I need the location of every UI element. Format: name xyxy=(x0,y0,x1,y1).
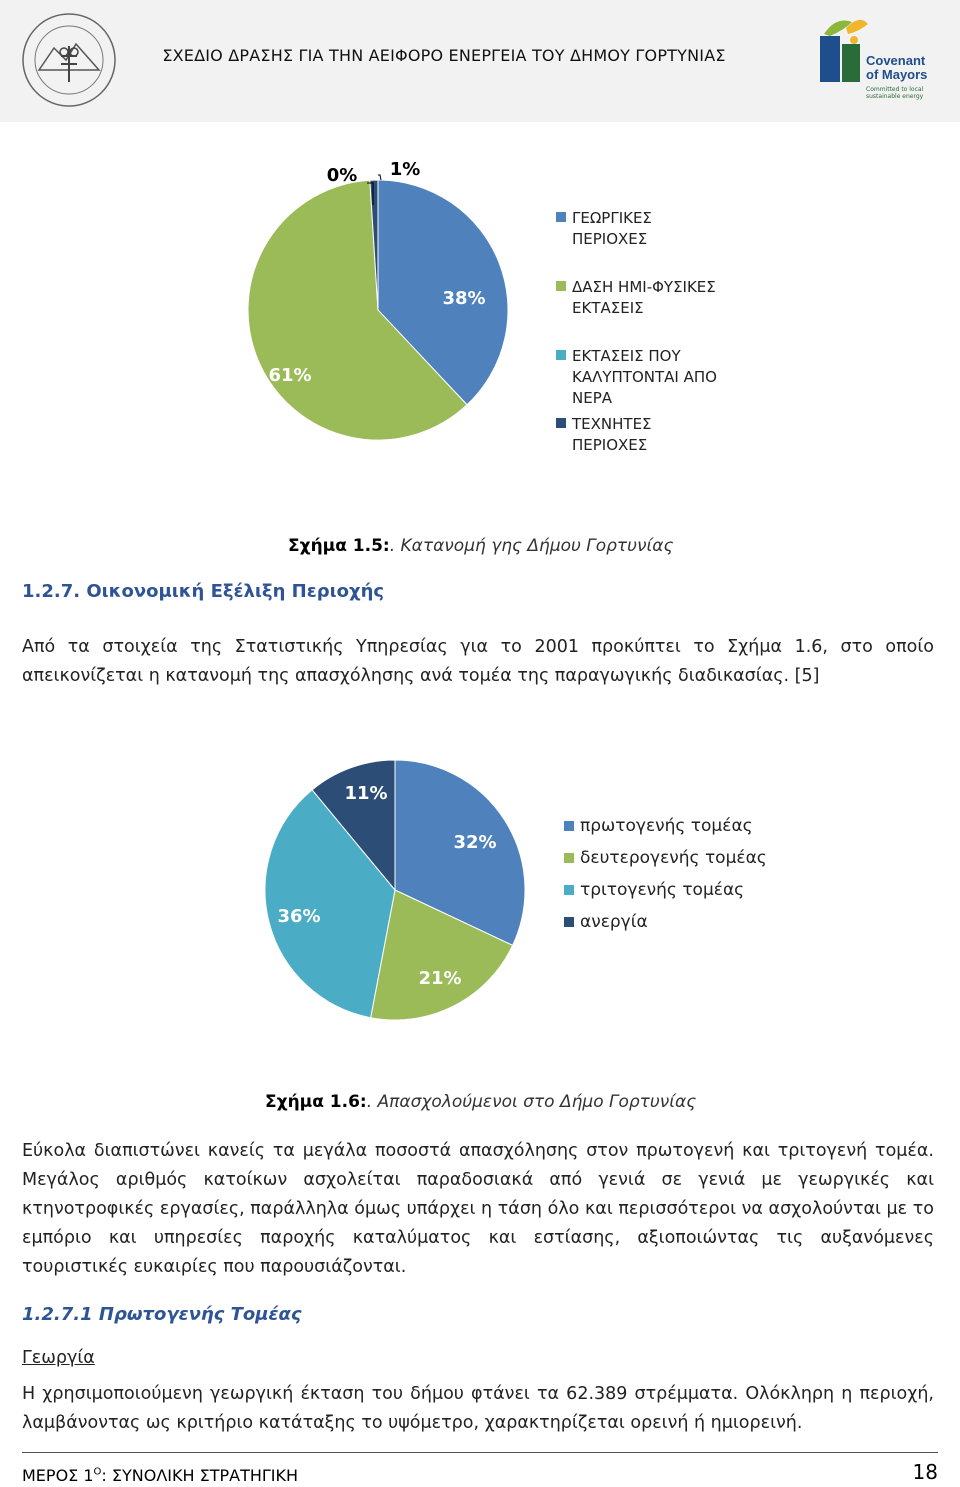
legend-swatch xyxy=(556,281,566,291)
legend-label: ΔΑΣΗ ΗΜΙ-ΦΥΣΙΚΕΣ ΕΚΤΑΣΕΙΣ xyxy=(572,278,716,317)
legend-swatch xyxy=(564,917,574,927)
legend1-item-forest xyxy=(556,277,716,319)
caption-label: Σχήμα 1.5: xyxy=(288,536,390,556)
legend-swatch xyxy=(556,418,566,428)
chart1-legend xyxy=(556,208,776,468)
legend-label: πρωτογενής τομέας xyxy=(580,816,753,836)
legend2-item-unemployment xyxy=(564,912,648,932)
legend-swatch xyxy=(564,821,574,831)
caption-label: Σχήμα 1.6: xyxy=(265,1092,367,1112)
legend2-item-tertiary xyxy=(564,880,744,900)
legend-label: τριτογενής τομέας xyxy=(580,880,745,900)
legend2-item-primary xyxy=(564,816,753,836)
section-heading-primary-sector: 1.2.7.1 Πρωτογενής Τομέας xyxy=(22,1304,302,1325)
legend1-item-artificial xyxy=(556,414,652,456)
legend-label: ΤΕΧΝΗΤΕΣ ΠΕΡΙΟΧΕΣ xyxy=(572,415,652,454)
legend-swatch xyxy=(556,212,566,222)
chart2-legend xyxy=(564,816,804,946)
footer-part-title: : ΣΥΝΟΛΙΚΗ ΣΤΡΑΤΗΓΙΚΗ xyxy=(101,1466,299,1485)
footer-part-label: ΜΕΡΟΣ 1 xyxy=(22,1466,94,1485)
tertiary-label: 36% xyxy=(277,906,321,927)
secondary-label: 21% xyxy=(418,968,462,989)
paragraph-employment-analysis: Εύκολα διαπιστώνει κανείς τα μεγάλα ποσοστά απασχόλησης στον πρωτογενή και τριτογενή τομέα. Μεγάλος αριθμός κατοίκων ασχολείται παραδοσιακά από γενιά σε γενιά με γεωργικές και κτηνοτροφικές εργασίες, παράλληλα όμως υπάρχει η τάση όλο και περισσότεροι να ασχολούνται με το εμπόριο και υπηρεσίες παροχής καταλύματος και εστίασης, αξιοποιώντας τις αυξανόμενες τουριστικές ευκαιρίες που παρουσιάζονται. xyxy=(22,1141,934,1277)
paragraph-employment-intro: Από τα στοιχεία της Στατιστικής Υπηρεσίας για το 2001 προκύπτει το Σχήμα 1.6, στο οποίο απεικονίζεται η κατανομή της απασχόλησης ανά τομέα της παραγωγικής διαδικασίας. [5] xyxy=(22,637,934,686)
legend-label: ΓΕΩΡΓΙΚΕΣ ΠΕΡΙΟΧΕΣ xyxy=(572,209,652,248)
covenant-of-mayors-logo xyxy=(816,14,936,106)
logo-text-line1: Covenant xyxy=(866,53,926,68)
caption-text: . Κατανομή γης Δήμου Γορτυνίας xyxy=(389,536,674,556)
section-heading-economic: 1.2.7. Οικονομική Εξέλιξη Περιοχής xyxy=(22,581,385,602)
unemployment-label: 11% xyxy=(344,783,388,804)
page-header xyxy=(0,0,960,122)
logo-subtext: Committed to local sustainable energy xyxy=(866,86,924,100)
water-label: 0% xyxy=(326,165,358,186)
legend1-item-water xyxy=(556,346,717,409)
page-number: 18 xyxy=(912,1460,938,1484)
footer-divider xyxy=(22,1452,938,1453)
agricultural-label: 38% xyxy=(442,288,486,309)
legend1-item-agricultural xyxy=(556,208,652,250)
logo-text-line2: of Mayors xyxy=(866,67,928,82)
land-distribution-pie-chart xyxy=(230,150,540,440)
legend-swatch xyxy=(556,350,566,360)
paragraph-agriculture: Η χρησιμοποιούμενη γεωργική έκταση του δήμου φτάνει τα 62.389 στρέμματα. Ολόκληρη η περιοχή, λαμβάνοντας ως κριτήριο κατάταξης το υψόμετρο, χαρακτηρίζεται ορεινή ή ημιορεινή. xyxy=(22,1384,934,1433)
legend2-item-secondary xyxy=(564,848,767,868)
figure-caption-2 xyxy=(265,1092,696,1112)
legend-label: ανεργία xyxy=(580,912,648,932)
subheading-agriculture: Γεωργία xyxy=(22,1348,95,1368)
legend-label: ΕΚΤΑΣΕΙΣ ΠΟΥ ΚΑΛΥΠΤΟΝΤΑΙ ΑΠΟ ΝΕΡΑ xyxy=(572,347,717,407)
legend-swatch xyxy=(564,853,574,863)
caption-text: . Απασχολούμενοι στο Δήμο Γορτυνίας xyxy=(366,1092,697,1112)
document-title: ΣΧΕΔΙΟ ΔΡΑΣΗΣ ΓΙΑ ΤΗΝ ΑΕΙΦΟΡΟ ΕΝΕΡΓΕΙΑ ΤΟΥ ΔΗΜΟΥ ΓΟΡΤΥΝΙΑΣ xyxy=(162,46,726,65)
employment-pie-chart xyxy=(250,755,550,1025)
municipality-seal-icon xyxy=(14,10,124,110)
forest-label: 61% xyxy=(268,365,312,386)
legend-swatch xyxy=(564,885,574,895)
figure-caption-1 xyxy=(288,536,673,556)
leader-line xyxy=(378,175,381,180)
primary-label: 32% xyxy=(453,832,497,853)
legend-label: δευτερογενής τομέας xyxy=(580,848,767,868)
footer-section-label xyxy=(22,1466,298,1485)
footer-superscript: Ο xyxy=(93,1466,102,1478)
artificial-label: 1% xyxy=(389,159,421,180)
